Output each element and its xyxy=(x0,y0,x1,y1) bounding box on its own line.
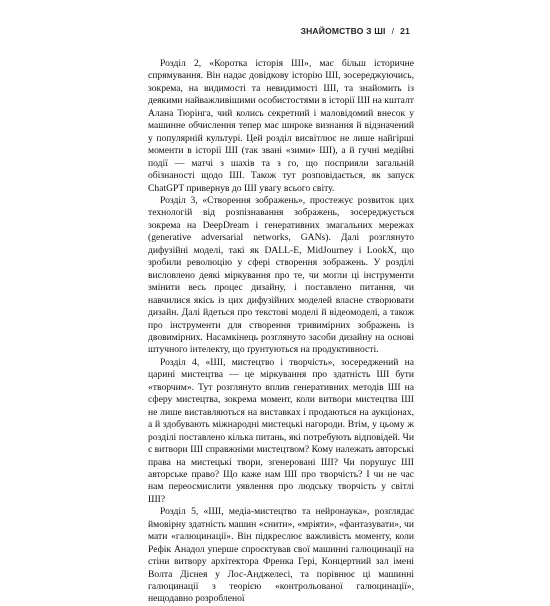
paragraph-chapter-5: Розділ 5, «ШІ, медіа-мистецтво та нейронаука», розглядає ймовірну здатність машин «снити», «мріяти», «фантазувати», чи мати «галюцинації». Він підкреслює важливість моменту, коли Рефік Анадол уперше спроєктував свої машинні галюцинації на стіни витвору архітектора Френка Гері, Концертний зал імені Волта Діснея у Лос-Анджелесі, та порівнює ці машинні галюцинації з теорією «контрольованої галюцинації», нещодавно розробленої xyxy=(148,506,414,605)
paragraph-chapter-3: Розділ 3, «Створення зображень», простежує розвиток цих технологій від розпізнавання зображень, зосереджується зокрема на DeepDream і генеративних змагальних мережах (generative adversarial networks, GANs). Далі розглянуто дифузійні моделі, такі як DALL-E, MidJourney і LookX, що зробили революцію у сфері створення зображень. У розділі висловлено деякі міркування про те, чи могли ці інструменти змінити весь процес дизайну, і поставлено питання, чи навчилися якісь із цих дифузійних моделей власне створювати дизайн. Далі йдеться про текстові моделі й відеомоделі, а також про інструменти для створення тривимірних зображень із двовимірних. Насамкінець розглянуто засоби дизайну на основі штучного інтелекту, що ґрунтуються на продуктивності. xyxy=(148,194,414,356)
running-header xyxy=(301,26,410,36)
chapter-title: ЗНАЙОМСТВО З ШІ xyxy=(300,26,386,36)
book-page xyxy=(138,22,418,605)
header-separator: / xyxy=(391,26,395,36)
paragraph-chapter-2: Розділ 2, «Коротка історія ШІ», має більш історичне спрямування. Він надає довідкову історію ШІ, зосереджуючись, зокрема, на видимості та невидимості ШІ, та знайомить із деякими найважливішими особистостями в історії ШІ на кшталт Алана Тюрінга, чий колись секретний і маловідомий внесок у машинне обчислення тепер має широке визнання й відзначений у популярній культурі. Цей розділ висвітлює не лише найгірші моменти в історії ШІ (так звані «зими» ШІ), а й гучні медійні події — матчі з шахів та з го, що посприяли загальній обізнаності щодо ШІ. Також тут розповідається, як запуск ChatGPT привернув до ШІ увагу всього світу. xyxy=(148,58,414,194)
paragraph-chapter-4: Розділ 4, «ШІ, мистецтво і творчість», зосереджений на царині мистецтва — це міркування про здатність ШІ бути «творчим». Тут розглянуто вплив генеративних методів ШІ на сферу мистецтва, зокрема момент, коли витвори мистецтва ШІ не лише виставляються на виставках і продаються на аукціонах, а й здобувають міжнародні мистецькі нагороди. Втім, у цьому ж розділі поставлено кілька питань, які потребують відповідей. Чи є витвори ШІ справжніми мистецтвом? Кому належать авторські права на мистецькі твори, згенеровані ШІ? Чи порушує ШІ авторське право? Що каже нам ШІ про творчість? І чи не час нам переосмислити уявлення про людську творчість у світлі ШІ? xyxy=(148,356,414,505)
page-number: 21 xyxy=(400,26,410,36)
body-text xyxy=(148,58,414,606)
